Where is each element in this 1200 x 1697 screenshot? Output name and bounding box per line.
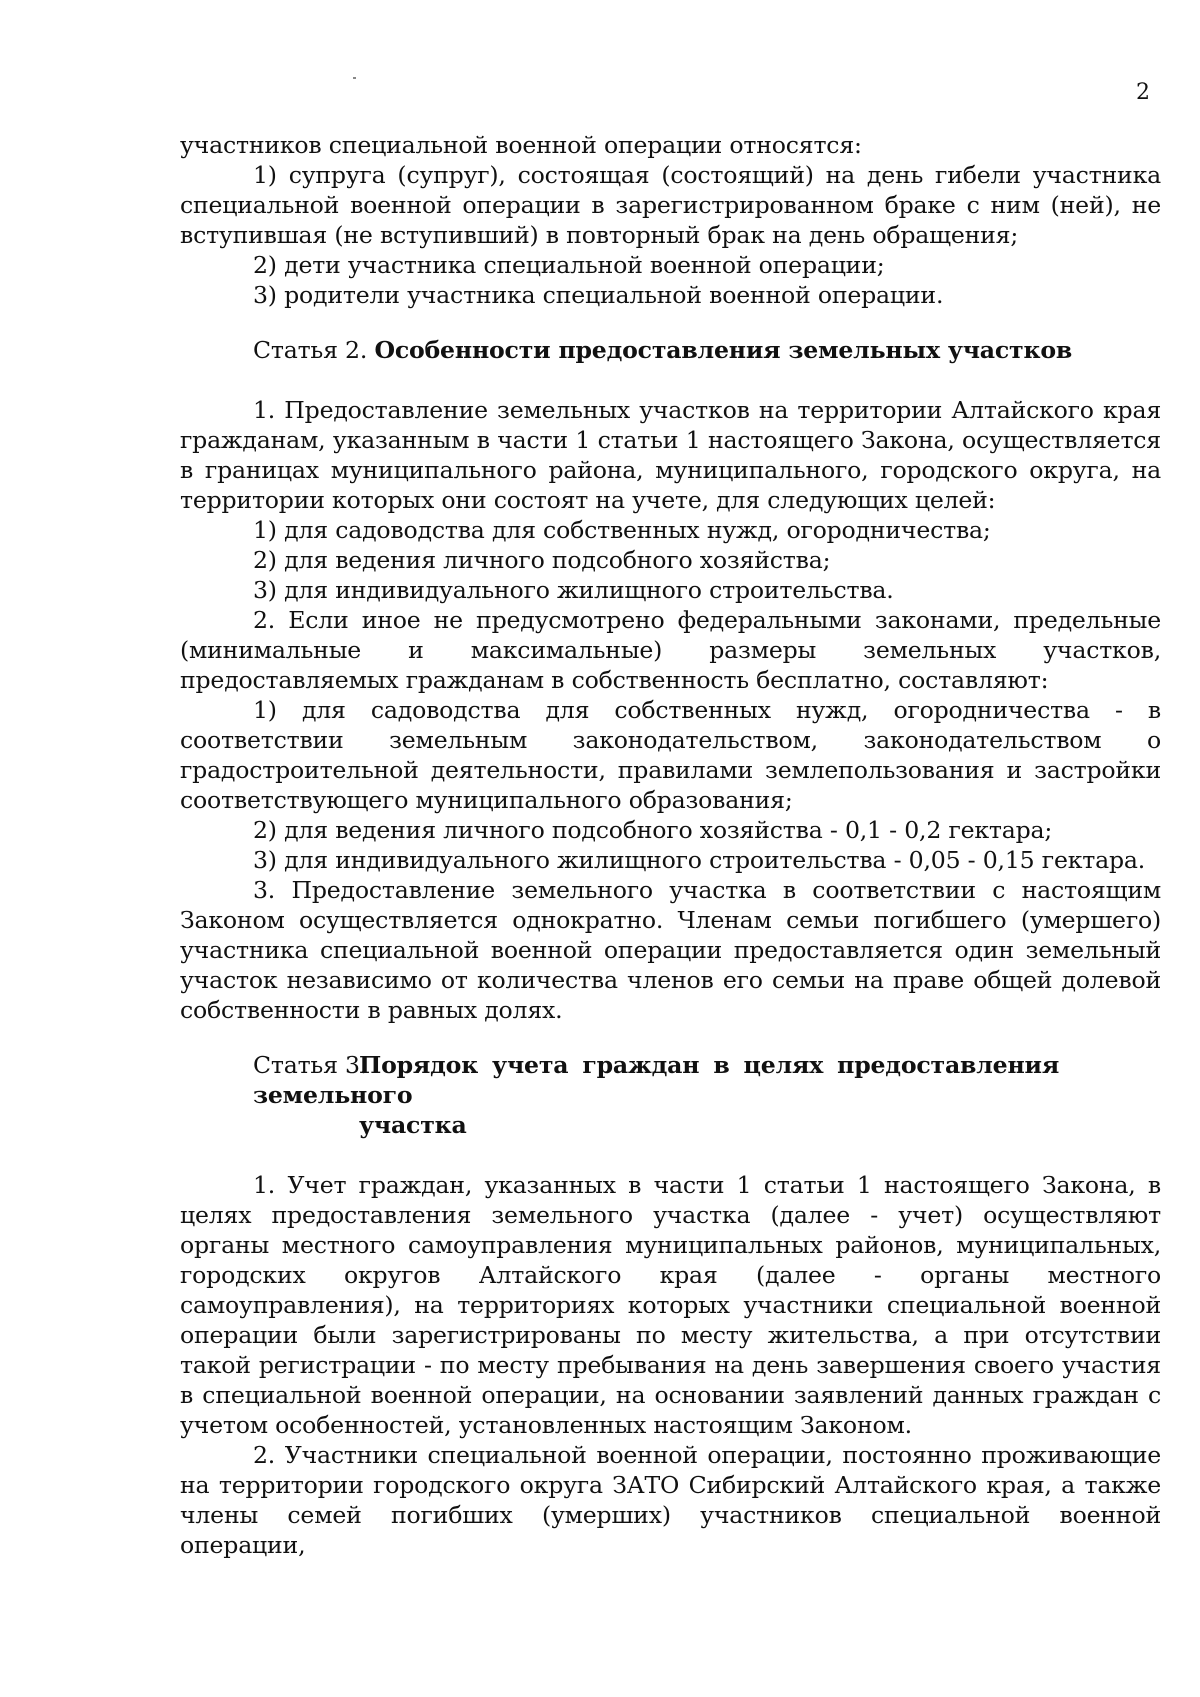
article-3-title-line-1: Порядок учета граждан в целях предоставления земельного: [253, 1051, 1060, 1109]
page-number: 2: [1136, 80, 1150, 105]
article-3-paragraph-1: 1. Учет граждан, указанных в части 1 статьи 1 настоящего Закона, в целях предоставления земельного участка (далее - учет) осуществляют органы местного самоуправления муниципальных районов, муниципальных, городских округов Алтайского края (далее - органы местного самоуправления), на территориях которых участники специальной военной операции были зарегистрированы по месту жительства, а при отсутствии такой регистрации - по месту пребывания на день завершения своего участия в специальной военной операции, на основании заявлений данных граждан с учетом особенностей, установленных настоящим Законом.: [180, 1171, 1161, 1439]
article-2-paragraph-3: 3. Предоставление земельного участка в соответствии с настоящим Законом осуществляется однократно. Членам семьи погибшего (умершего) участника специальной военной операции предоставляется один земельный участок независимо от количества членов его семьи на праве общей долевой собственности в равных долях.: [180, 876, 1161, 1024]
intro-line: участников специальной военной операции относятся:: [180, 131, 862, 159]
art1-item-1: 1) супруга (супруг), состоящая (состоящий) на день гибели участника специальной военной операции в зарегистрированном браке с ним (ней), не вступившая (не вступивший) в повторный брак на день обращения;: [180, 161, 1161, 249]
article-3-heading: [180, 1050, 1161, 1140]
article-2-p1-item-1: 1) для садоводства для собственных нужд, огородничества;: [253, 516, 991, 544]
article-2-p1-item-3: 3) для индивидуального жилищного строительства.: [253, 576, 894, 604]
art1-item-2: 2) дети участника специальной военной операции;: [253, 251, 885, 279]
article-3-paragraph-2: 2. Участники специальной военной операции, постоянно проживающие на территории городского округа ЗАТО Сибирский Алтайского края, а также члены семей погибших (умерших) участников специальной военной операции,: [180, 1441, 1161, 1559]
article-2-title: Особенности предоставления земельных участков: [374, 336, 1073, 364]
document-body: [180, 130, 1161, 1560]
article-2-lead: Статья 2.: [253, 336, 375, 364]
article-2-p2-item-2: 2) для ведения личного подсобного хозяйства - 0,1 - 0,2 гектара;: [253, 816, 1053, 844]
article-2-paragraph-1: 1. Предоставление земельных участков на территории Алтайского края гражданам, указанным в части 1 статьи 1 настоящего Закона, осуществляется в границах муниципального района, муниципального, городского округа, на территории которых они состоят на учете, для следующих целей:: [180, 396, 1161, 514]
article-3-title-line-2: участка: [359, 1111, 467, 1139]
art1-item-3: 3) родители участника специальной военной операции.: [253, 281, 944, 309]
article-3-lead: Статья 3.: [253, 1051, 368, 1079]
article-2-p2-item-3: 3) для индивидуального жилищного строительства - 0,05 - 0,15 гектара.: [253, 846, 1146, 874]
article-2-paragraph-2: 2. Если иное не предусмотрено федеральными законами, предельные (минимальные и максимальные) размеры земельных участков, предоставляемых гражданам в собственность бесплатно, составляют:: [180, 606, 1161, 694]
article-2-heading: [180, 335, 1161, 365]
article-2-p1-item-2: 2) для ведения личного подсобного хозяйства;: [253, 546, 831, 574]
scan-artifact: [353, 77, 356, 79]
article-2-p2-item-1: 1) для садоводства для собственных нужд, огородничества - в соответствии земельным законодательством, законодательством о градостроительной деятельности, правилами землепользования и застройки соответствующего муниципального образования;: [180, 696, 1161, 814]
